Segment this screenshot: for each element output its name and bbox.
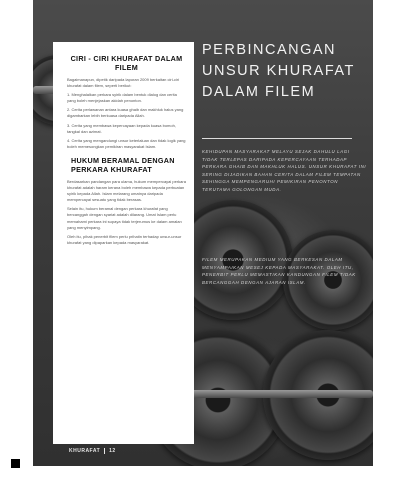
corner-mark (11, 459, 20, 468)
title-divider (202, 138, 352, 139)
page-number: 12 (109, 448, 116, 454)
sidebar-paragraph: Oleh itu, pihak penerbit filem perlu prihatin terhadap unsur-unsur khurafat yang dipaparkan kepada masyarakat. (67, 233, 182, 245)
footer-separator (104, 448, 105, 454)
article-title: PERBINCANGAN UNSUR KHURAFAT DALAM FILEM (202, 42, 355, 100)
sidebar-list-item: 2. Cerita perlawanan antara kuasa ghaib dan makhluk halus yang digambarkan lebih berkuasa daripada Allah. (67, 107, 184, 119)
barbell-bar-bottom (163, 390, 373, 398)
sidebar-heading-ciri: CIRI - CIRI KHURAFAT DALAM FILEM (70, 54, 183, 72)
footer-brand: KHURAFAT (69, 448, 101, 454)
sidebar-list-item: 3. Cerita yang membawa kepercayaan kepada kuasa bomoh, tangkal dan azimat. (67, 122, 176, 134)
sidebar-list-item: 1. Menghalalkan perkara syirik dalam bentuk dialog dan cerita yang boleh menjejaskan akidah penonton. (67, 92, 177, 104)
article-body-paragraph: FILEM MERUPAKAN MEDIUM YANG BERKESAN DALAM MENYAMPAIKAN MESEJ KEPADA MASYARAKAT. OLEH ITU, PENERBIT PERLU MEMASTIKAN KANDUNGAN FILEM TIDAK BERCANGGAH DENGAN AJARAN ISLAM. (202, 257, 356, 285)
sidebar-intro: Bagaimanapun, dipetik daripada laporan 2009 berkaitan ciri-ciri khurafat dalam filem, seperti berikut: (67, 77, 180, 89)
sidebar-heading-hukum: HUKUM BERAMAL DENGAN PERKARA KHURAFAT (71, 155, 175, 174)
sidebar-panel (53, 42, 194, 444)
article-body-paragraph: KEHIDUPAN MASYARAKAT MELAYU SEJAK DAHULU LAGI TIDAK TERLEPAS DARIPADA KEPERCAYAAN TERHADAP PERKARA GHAIB DAN MAKHLUK HALUS. UNSUR KHURAFAT INI SERING DIJADIKAN BAHAN CERITA DALAM FILEM TEMPATAN SEHINGGA MEMPENGARUHI PEMIKIRAN PENONTON TERUTAMA GOLONGAN MUDA. (202, 149, 367, 192)
sidebar-paragraph: Selain itu, hukum beramal dengan perkara khurafat yang bercanggah dengan syariat adalah dilarang. Umat Islam perlu memahami perkara ini supaya tidak terjerumus ke dalam amalan yang menyimpang. (67, 206, 182, 230)
magazine-page (33, 0, 373, 466)
sidebar-paragraph: Berdasarkan pandangan para ulama, hukum mempercayai perkara khurafat adalah haram kerana boleh membawa kepada perbuatan syirik kepada Allah. Islam melarang umatnya daripada mempercayai sesuatu yang tidak berasas. (67, 178, 186, 203)
sidebar-list-item: 4. Cerita yang mengandungi unsur keterlaluan dan tidak logik yang boleh memesongkan pemikiran masyarakat Islam. (67, 137, 186, 149)
sidebar-list (67, 92, 186, 150)
page-footer (69, 446, 116, 456)
